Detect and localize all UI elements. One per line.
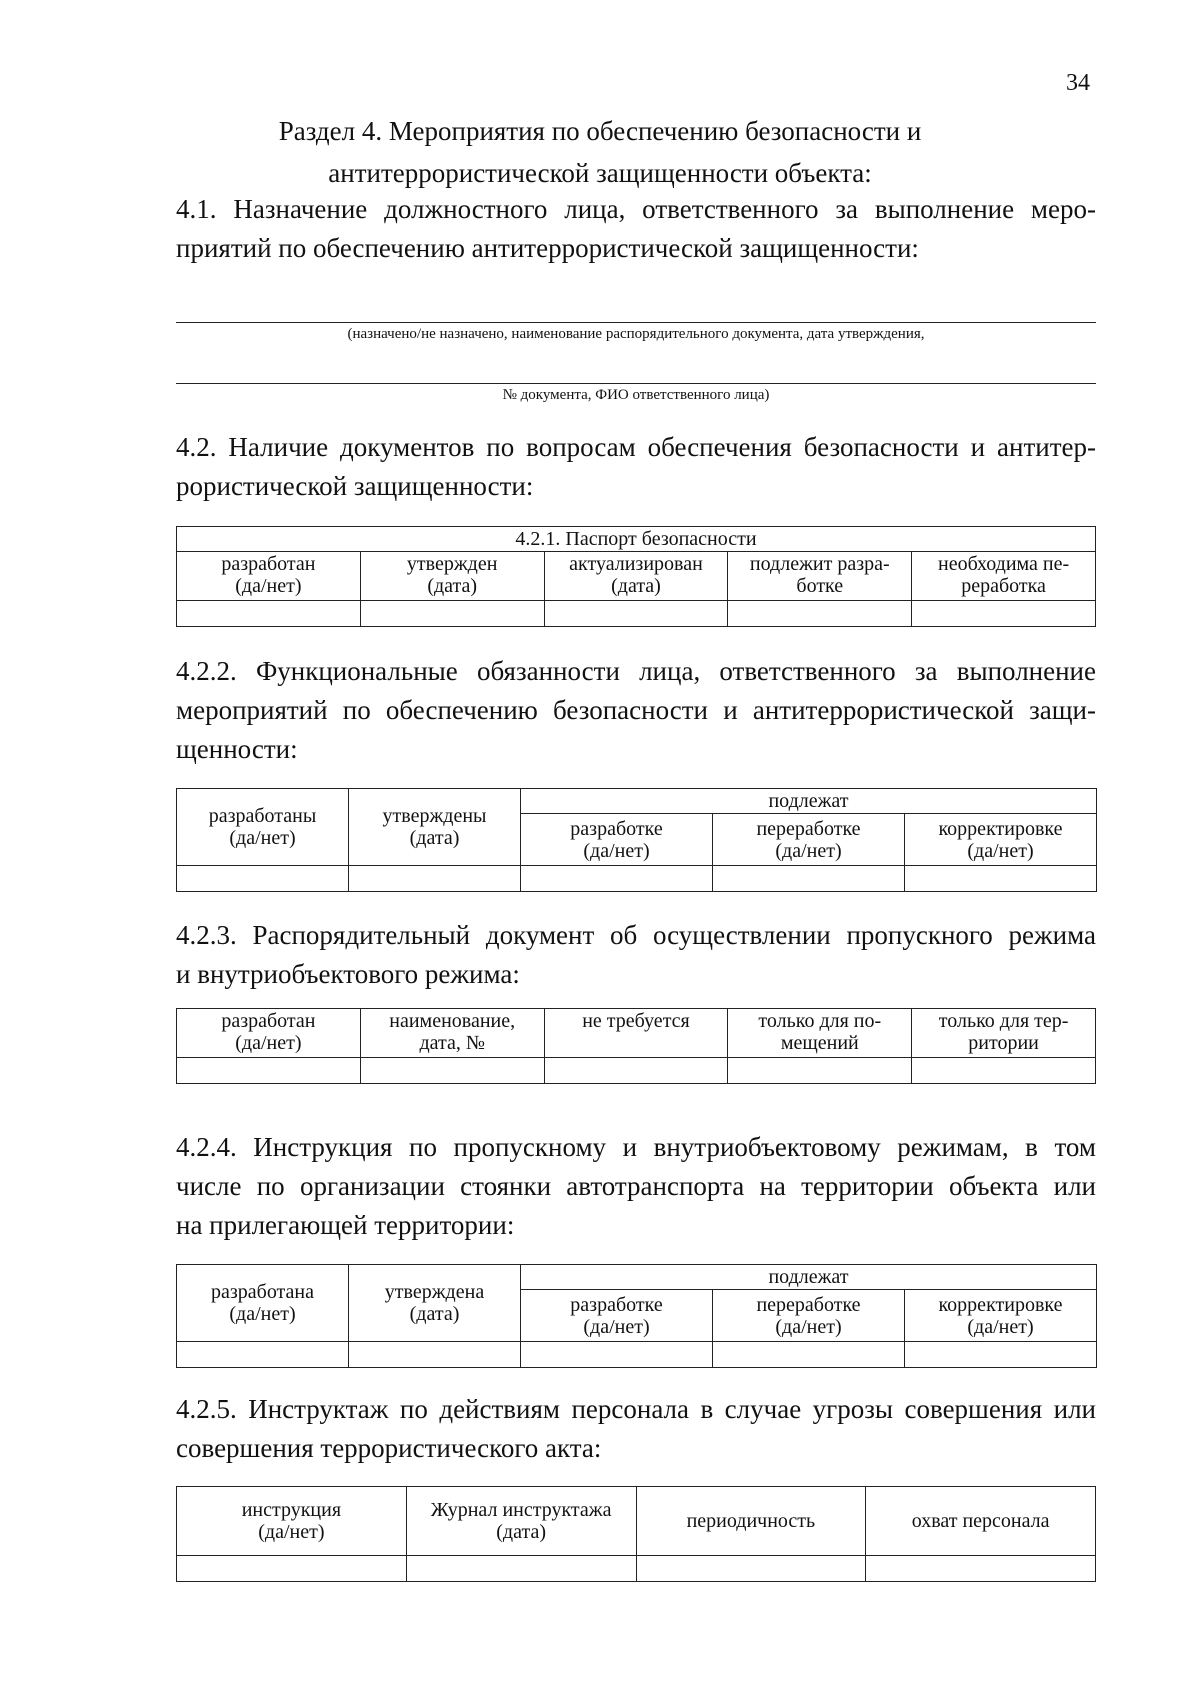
paragraph-line: 4.2.3. Распорядительный документ об осуществлении пропускного режима xyxy=(176,920,1096,950)
paragraph-4-2-5 xyxy=(176,1390,1096,1468)
column-header: необходима пе- реработка xyxy=(912,552,1096,601)
table-cell[interactable] xyxy=(713,1342,905,1368)
table-cell[interactable] xyxy=(349,866,521,892)
table-cell[interactable] xyxy=(728,601,912,627)
page-number: 34 xyxy=(1066,70,1090,96)
paragraph-line: приятий по обеспечению антитеррористической защищенности: xyxy=(176,233,919,263)
fill-in-caption-1: (назначено/не назначено, наименование распорядительного документа, дата утверждения, xyxy=(347,326,925,342)
table-4-2-2 xyxy=(176,788,1097,892)
table-cell[interactable] xyxy=(177,866,349,892)
column-header: разработан (да/нет) xyxy=(177,1009,361,1058)
paragraph-line: 4.2.4. Инструкция по пропускному и внутриобъектовому режимам, в том xyxy=(176,1132,1096,1162)
table-cell[interactable] xyxy=(349,1342,521,1368)
table-cell[interactable] xyxy=(177,1556,407,1582)
paragraph-4-2-4 xyxy=(176,1128,1096,1245)
table-cell[interactable] xyxy=(177,1342,349,1368)
paragraph-4-2-3 xyxy=(176,916,1096,994)
column-header: только для по- мещений xyxy=(728,1009,912,1058)
table-4-2-5 xyxy=(176,1486,1096,1582)
section-title xyxy=(170,110,1030,194)
table-cell[interactable] xyxy=(521,866,713,892)
column-header: периодичность xyxy=(636,1487,866,1556)
column-header: корректировке (да/нет) xyxy=(905,1290,1097,1342)
table-cell[interactable] xyxy=(912,1058,1096,1084)
table-cell[interactable] xyxy=(360,601,544,627)
column-header: подлежит разра- ботке xyxy=(728,552,912,601)
paragraph-line: щенности: xyxy=(176,734,298,764)
table-cell[interactable] xyxy=(728,1058,912,1084)
column-header: разработке (да/нет) xyxy=(521,814,713,866)
column-header: переработке (да/нет) xyxy=(713,1290,905,1342)
column-header: переработке (да/нет) xyxy=(713,814,905,866)
paragraph-line: и внутриобъектового режима: xyxy=(176,959,520,989)
table-cell[interactable] xyxy=(912,601,1096,627)
table-cell[interactable] xyxy=(905,1342,1097,1368)
column-header: утвержден (дата) xyxy=(360,552,544,601)
group-header: подлежат xyxy=(521,1265,1097,1290)
paragraph-line: мероприятий по обеспечению безопасности и антитеррористической защи- xyxy=(176,695,1096,725)
column-header: только для тер- ритории xyxy=(912,1009,1096,1058)
table-cell[interactable] xyxy=(177,601,361,627)
paragraph-line: совершения террористического акта: xyxy=(176,1433,602,1463)
column-header: инструкция (да/нет) xyxy=(177,1487,407,1556)
table-cell[interactable] xyxy=(636,1556,866,1582)
table-cell[interactable] xyxy=(544,1058,728,1084)
table-cell[interactable] xyxy=(360,1058,544,1084)
paragraph-line: 4.2.2. Функциональные обязанности лица, ответственного за выполнение xyxy=(176,656,1096,686)
column-header: утверждена (дата) xyxy=(349,1265,521,1342)
paragraph-4-2-2 xyxy=(176,652,1096,769)
table-title: 4.2.1. Паспорт безопасности xyxy=(177,527,1096,552)
column-header: разработан (да/нет) xyxy=(177,552,361,601)
section-title-line-2: антитеррористической защищенности объекта: xyxy=(328,158,872,188)
column-header: разработке (да/нет) xyxy=(521,1290,713,1342)
table-4-2-3 xyxy=(176,1008,1096,1084)
paragraph-line: 4.2.5. Инструктаж по действиям персонала в случае угрозы совершения или xyxy=(176,1394,1096,1424)
table-4-2-1 xyxy=(176,526,1096,627)
paragraph-line: на прилегающей территории: xyxy=(176,1210,515,1240)
table-cell[interactable] xyxy=(521,1342,713,1368)
column-header: разработаны (да/нет) xyxy=(177,789,349,866)
table-cell[interactable] xyxy=(544,601,728,627)
table-cell[interactable] xyxy=(905,866,1097,892)
column-header: наименование, дата, № xyxy=(360,1009,544,1058)
column-header: актуализирован (дата) xyxy=(544,552,728,601)
table-cell[interactable] xyxy=(866,1556,1096,1582)
table-4-2-4 xyxy=(176,1264,1097,1368)
section-title-line-1: Раздел 4. Мероприятия по обеспечению безопасности и xyxy=(278,116,922,146)
group-header: подлежат xyxy=(521,789,1097,814)
fill-in-line-2[interactable] xyxy=(176,383,1096,384)
column-header: не требуется xyxy=(544,1009,728,1058)
paragraph-line: 4.1. Назначение должностного лица, ответственного за выполнение меро- xyxy=(176,194,1096,224)
fill-in-caption-2: № документа, ФИО ответственного лица) xyxy=(502,387,770,403)
column-header: корректировке (да/нет) xyxy=(905,814,1097,866)
fill-in-line-1[interactable] xyxy=(176,322,1096,323)
column-header: охват персонала xyxy=(866,1487,1096,1556)
table-cell[interactable] xyxy=(713,866,905,892)
table-cell[interactable] xyxy=(177,1058,361,1084)
column-header: Журнал инструктажа (дата) xyxy=(406,1487,636,1556)
column-header: разработана (да/нет) xyxy=(177,1265,349,1342)
paragraph-4-2 xyxy=(176,428,1096,506)
paragraph-4-1 xyxy=(176,190,1096,268)
paragraph-line: 4.2. Наличие документов по вопросам обеспечения безопасности и антитер- xyxy=(176,432,1096,462)
paragraph-line: числе по организации стоянки автотранспорта на территории объекта или xyxy=(176,1171,1096,1201)
table-cell[interactable] xyxy=(406,1556,636,1582)
paragraph-line: рористической защищенности: xyxy=(176,471,534,501)
column-header: утверждены (дата) xyxy=(349,789,521,866)
